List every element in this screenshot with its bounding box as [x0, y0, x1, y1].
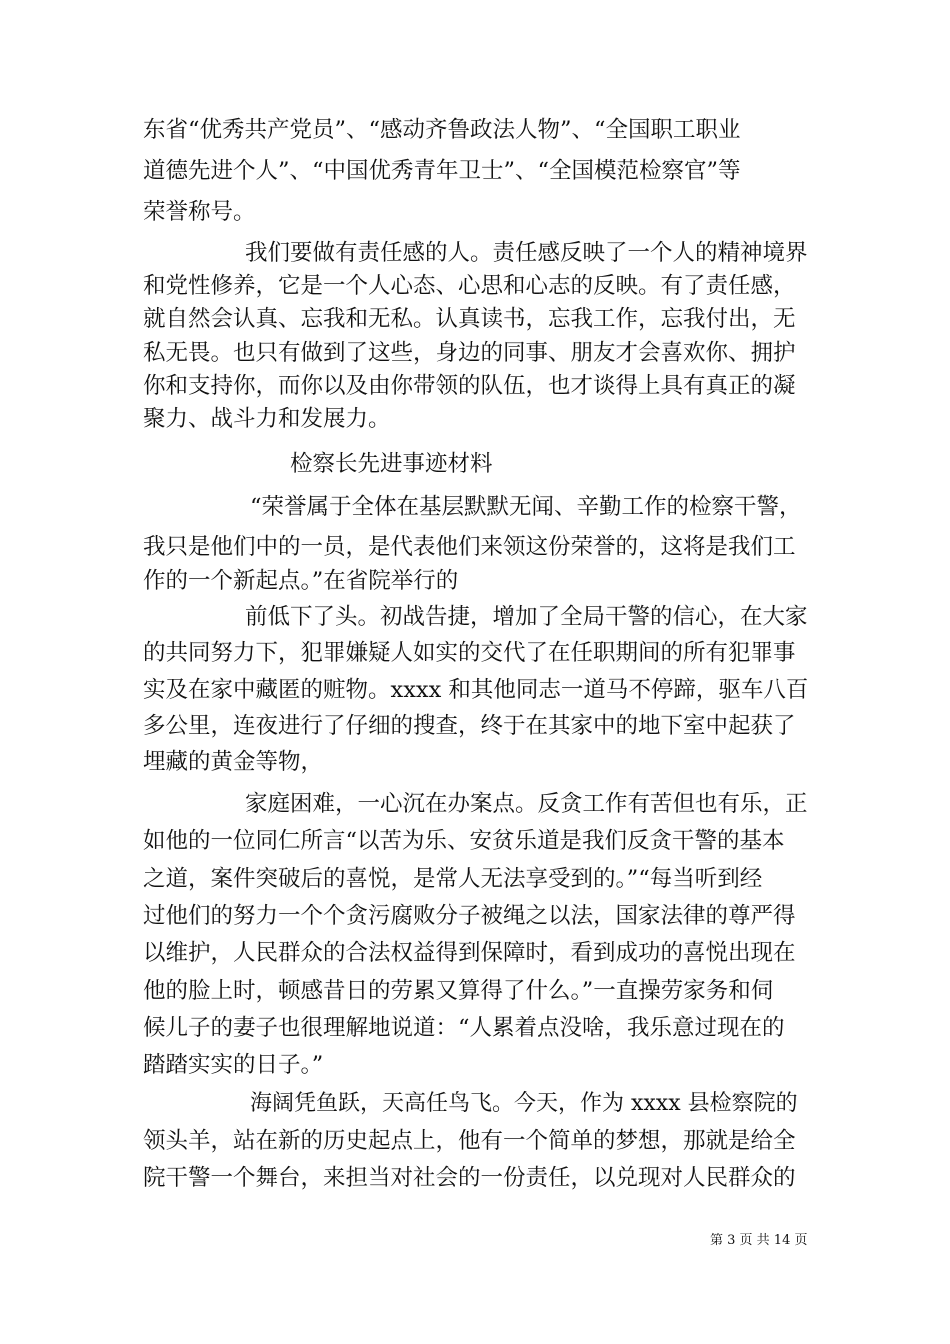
text-line: 道德先进个人”、“中国优秀青年卫士”、“全国模范检察官”等 — [143, 158, 741, 184]
text-line: 我只是他们中的一员，是代表他们来领这份荣誉的，这将是我们工 — [143, 534, 796, 560]
text-line: 他的脸上时，顿感昔日的劳累又算得了什么。”一直操劳家务和伺 — [143, 978, 774, 1004]
text-line: 你和支持你，而你以及由你带领的队伍，也才谈得上具有真正的凝 — [143, 373, 796, 399]
text-line: 以维护，人民群众的合法权益得到保障时，看到成功的喜悦出现在 — [143, 940, 796, 966]
text-line: 荣誉称号。 — [143, 199, 256, 225]
paragraph-first-line: 前低下了头。初战告捷，增加了全局干警的信心，在大家 — [245, 604, 808, 630]
section-heading: 检察长先进事迹材料 — [290, 451, 493, 477]
text-line: 埋藏的黄金等物， — [143, 749, 324, 775]
paragraph-first-line: “荣誉属于全体在基层默默无闻、辛勤工作的检察干警， — [250, 494, 802, 520]
text-line: 候儿子的妻子也很理解地说道：“人累着点没啥，我乐意过现在的 — [143, 1015, 785, 1041]
paragraph-first-line: 我们要做有责任感的人。责任感反映了一个人的精神境界 — [245, 240, 808, 266]
text-line: 过他们的努力一个个贪污腐败分子被绳之以法，国家法律的尊严得 — [143, 903, 796, 929]
text-line: 就自然会认真、忘我和无私。认真读书，忘我工作，忘我付出，无 — [143, 306, 796, 332]
text-line: 领头羊，站在新的历史起点上，他有一个简单的梦想，那就是给全 — [143, 1128, 796, 1154]
page-number: 第 3 页 共 14 页 — [710, 1233, 808, 1248]
text-line: 东省“优秀共产党员”、“感动齐鲁政法人物”、“全国职工职业 — [143, 117, 741, 143]
text-line: 的共同努力下，犯罪嫌疑人如实的交代了在任职期间的所有犯罪事 — [143, 640, 796, 666]
paragraph-first-line: 海阔凭鱼跃，天高任鸟飞。今天，作为 xxxx 县检察院的 — [250, 1091, 798, 1116]
text-line: 作的一个新起点。”在省院举行的 — [143, 568, 459, 594]
text-line: 聚力、战斗力和发展力。 — [143, 406, 391, 432]
text-line: 私无畏。也只有做到了这些，身边的同事、朋友才会喜欢你、拥护 — [143, 340, 796, 366]
text-line: 踏踏实实的日子。” — [143, 1052, 324, 1078]
text-line: 如他的一位同仁所言“以苦为乐、安贫乐道是我们反贪干警的基本 — [143, 828, 785, 854]
text-line: 和党性修养，它是一个人心态、心思和心志的反映。有了责任感， — [143, 273, 796, 299]
text-line: 院干警一个舞台，来担当对社会的一份责任，以兑现对人民群众的 — [143, 1165, 796, 1191]
text-line: 实及在家中藏匿的赃物。xxxx 和其他同志一道马不停蹄，驱车八百 — [143, 677, 809, 703]
text-line: 多公里，连夜进行了仔细的搜查，终于在其家中的地下室中起获了 — [143, 713, 796, 739]
text-line: 之道，案件突破后的喜悦，是常人无法享受到的。”“每当听到经 — [143, 866, 763, 892]
paragraph-first-line: 家庭困难，一心沉在办案点。反贪工作有苦但也有乐，正 — [245, 791, 808, 817]
